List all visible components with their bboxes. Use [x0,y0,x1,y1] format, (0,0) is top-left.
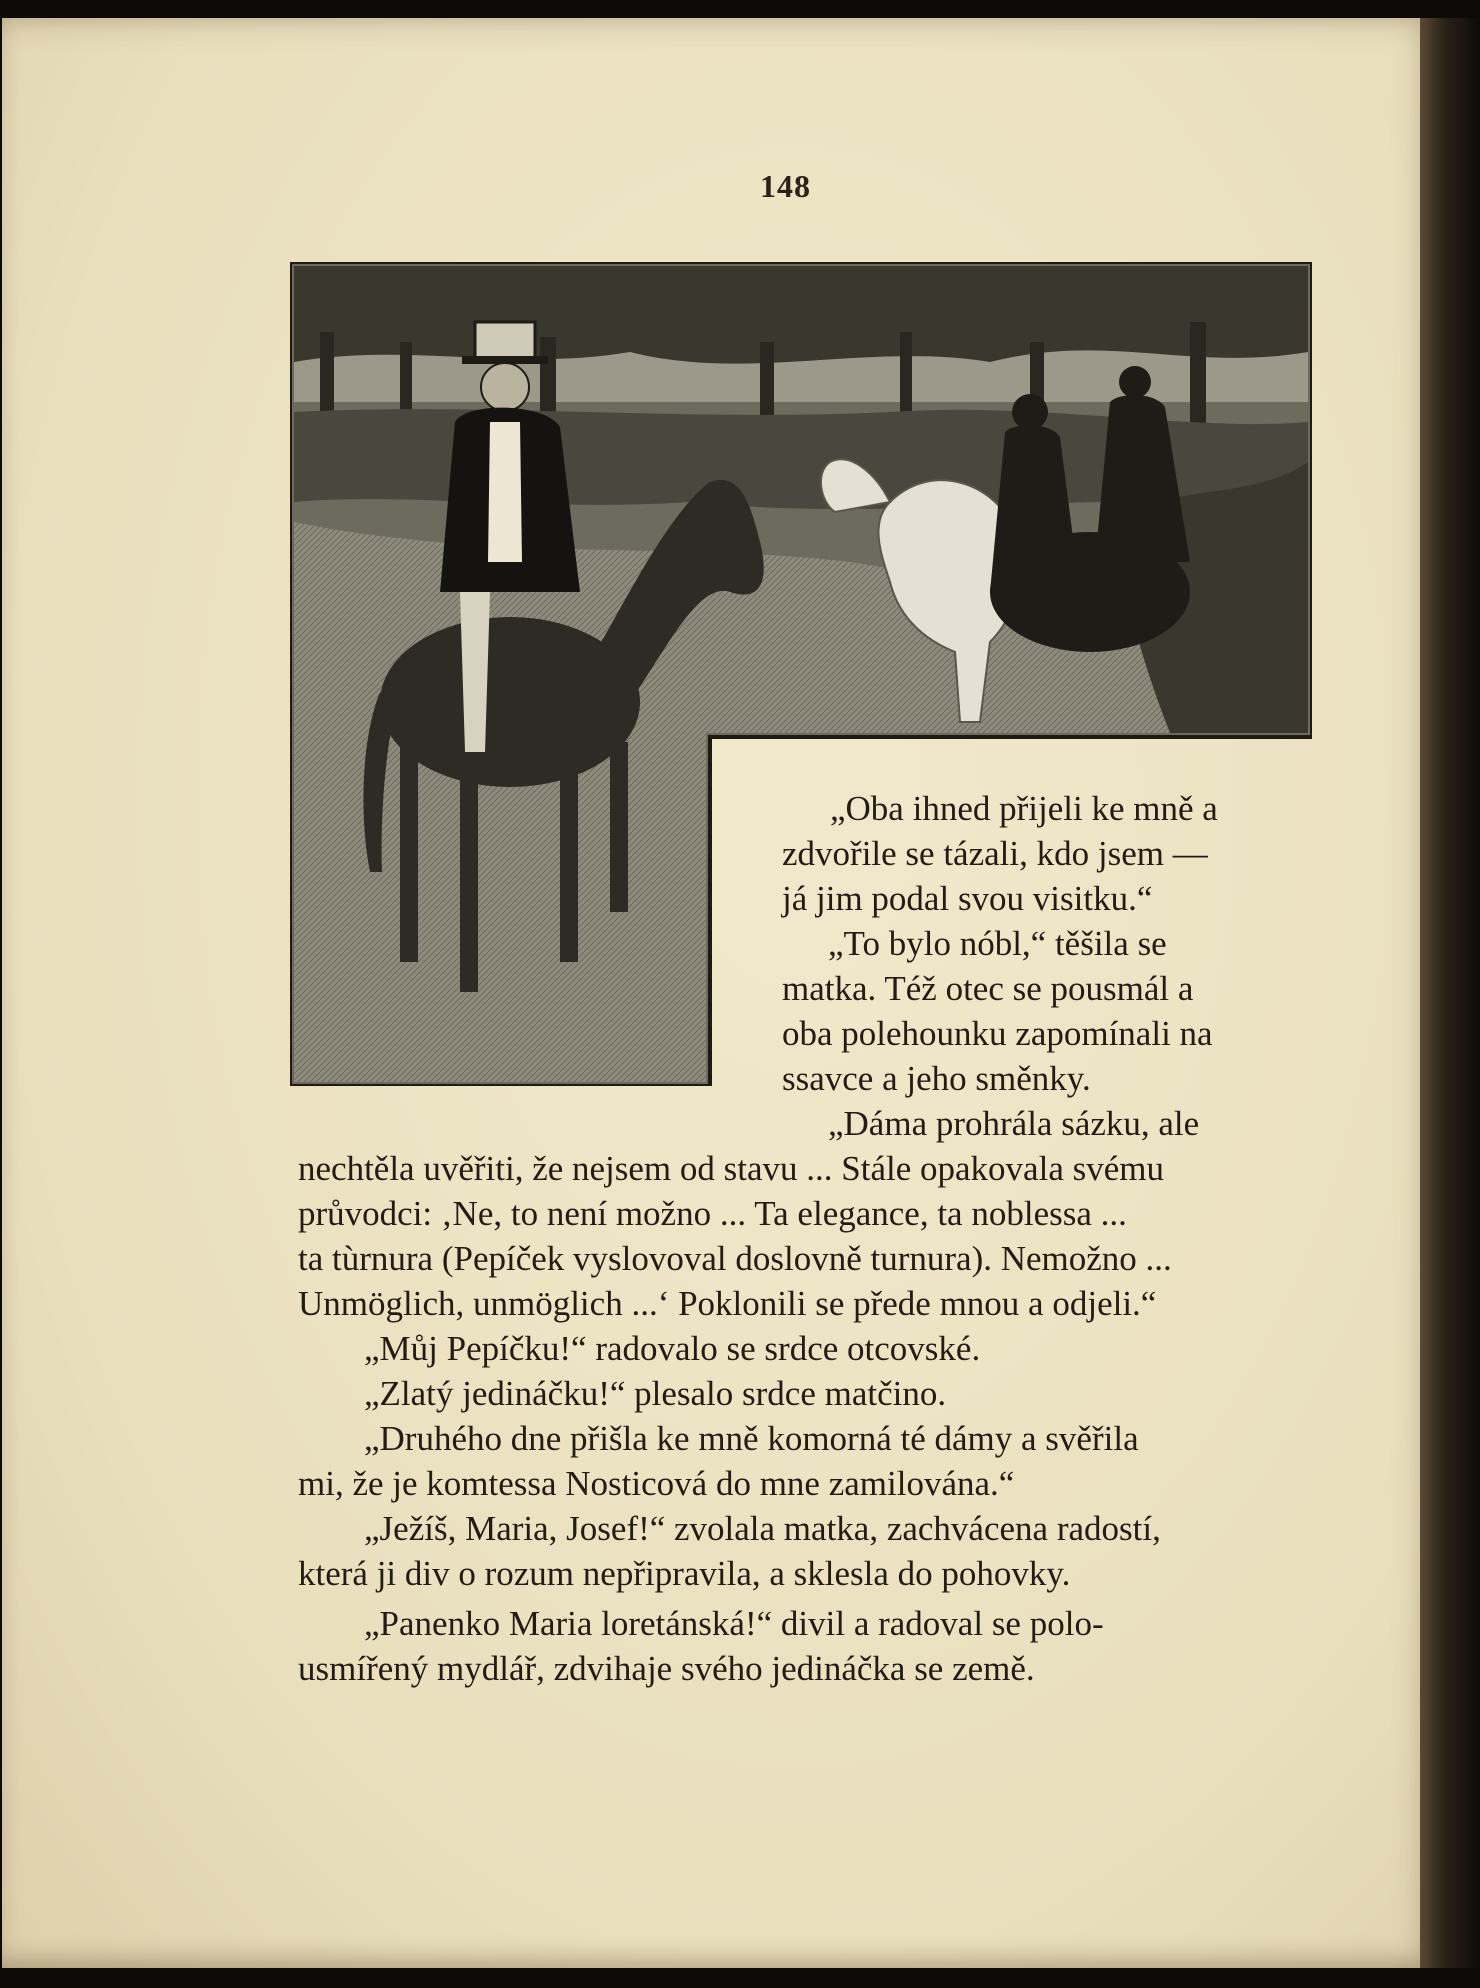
text-line: já jim podal svou visitku.“ [782,879,1153,918]
text-line: ssavce a jeho směnky. [782,1059,1091,1098]
text-line: „Zlatý jedináčku!“ plesalo srdce matčino. [364,1374,947,1413]
text-line: „Panenko Maria loretánská!“ divil a radoval se polo- [364,1604,1104,1643]
text-line: zdvořile se tázali, kdo jsem — [782,834,1208,873]
text-line: „Oba ihned přijeli ke mně a [830,789,1218,828]
text-line: oba polehounku zapomínali na [782,1014,1213,1053]
text-line: „Dáma prohrála sázku, ale [828,1104,1200,1143]
text-line: „To bylo nóbl,“ těšila se [828,924,1167,963]
text-line: „Ježíš, Maria, Josef!“ zvolala matka, zachvácena radostí, [364,1509,1161,1548]
text-line: „Druhého dne přišla ke mně komorná té dámy a svěřila [364,1419,1139,1458]
text-line: usmířený mydlář, zdvihaje svého jedináčka se země. [298,1649,1035,1688]
book-spine-shadow [1420,18,1480,1968]
text-line: mi, že je komtessa Nosticová do mne zamilována.“ [298,1464,1015,1503]
page-number: 148 [760,168,811,204]
text-line: nechtěla uvěřiti, že nejsem od stavu ... Stále opakovala svému [298,1149,1164,1188]
text-line: ta tùrnura (Pepíček vyslovoval doslovně turnura). Nemožno ... [298,1239,1172,1278]
text-line: která ji div o rozum nepřipravila, a sklesla do pohovky. [298,1554,1071,1593]
text-line: „Můj Pepíčku!“ radovalo se srdce otcovské. [364,1329,981,1368]
text-line: průvodci: ‚Ne, to není možno ... Ta elegance, ta noblessa ... [298,1194,1127,1233]
text-line: Unmöglich, unmöglich ...‘ Poklonili se přede mnou a odjeli.“ [298,1284,1157,1323]
text-line: matka. Též otec se pousmál a [782,969,1194,1008]
